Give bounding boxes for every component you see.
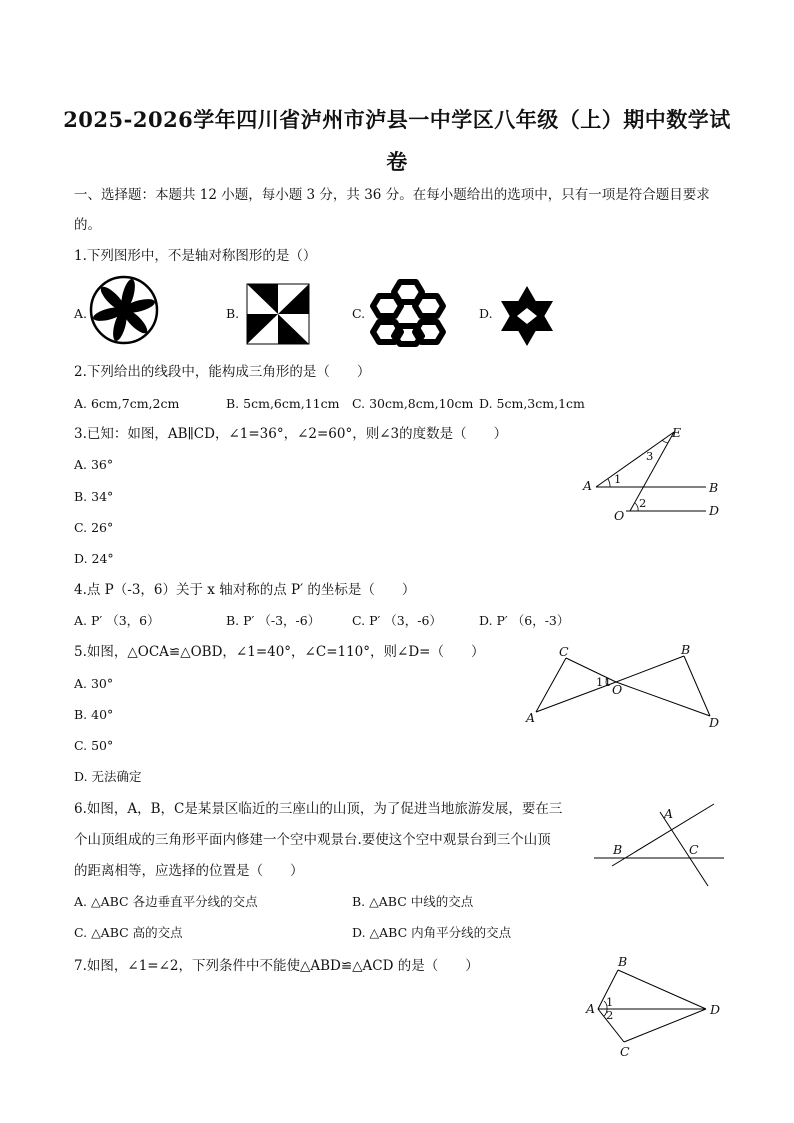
q6-option-a: A. △ABC 各边垂直平分线的交点	[74, 894, 258, 909]
q5-label-o: O	[612, 682, 623, 697]
q6-stem-line1: 6.如图，A，B，C是某景区临近的三座山的山顶，为了促进当地旅游发展，要在三	[74, 801, 563, 817]
q1-option-a-label: A.	[74, 306, 88, 321]
six-petal-flower-icon	[88, 274, 160, 346]
q5-stem: 5.如图，△OCA≌△OBD，∠1=40°，∠C=110°，则∠D=（ ）	[74, 644, 485, 660]
q3-option-a: A. 36°	[74, 457, 114, 472]
q3-label-3: 3	[646, 449, 654, 463]
q6-label-c: C	[689, 842, 699, 857]
q5-option-d: D. 无法确定	[74, 769, 142, 784]
q1-option-d-label: D.	[479, 306, 493, 321]
q3-label-b: B	[709, 480, 719, 495]
q3-label-2: 2	[639, 496, 647, 510]
section-header-line2: 的。	[74, 217, 101, 233]
q7-label-a: A	[586, 1001, 596, 1016]
q6-three-lines-figure	[590, 798, 730, 890]
q7-stem: 7.如图，∠1=∠2，下列条件中不能使△ABD≌△ACD 的是（ ）	[74, 958, 479, 974]
q5-option-b: B. 40°	[74, 707, 114, 722]
q2-stem: 2.下列给出的线段中，能构成三角形的是（ ）	[74, 364, 371, 380]
page-title-line2: 卷	[386, 149, 408, 174]
q4-stem: 4.点 P（-3，6）关于 x 轴对称的点 P′ 的坐标是（ ）	[74, 582, 416, 598]
section-header-line1: 一、选择题：本题共 12 小题，每小题 3 分，共 36 分。在每小题给出的选项中，只有一项是符合题目要求	[74, 187, 710, 203]
q5-label-1b: 1	[604, 675, 612, 689]
q1-option-c-label: C.	[352, 306, 366, 321]
q4-option-a: A. P′ （3，6）	[74, 613, 160, 628]
q4-option-c: C. P′ （3，-6）	[352, 613, 442, 628]
q6-label-a: A	[664, 806, 674, 821]
q2-option-d: D. 5cm,3cm,1cm	[479, 396, 585, 411]
q6-label-b: B	[613, 842, 623, 857]
q3-option-c: C. 26°	[74, 520, 114, 535]
q3-option-d: D. 24°	[74, 551, 114, 566]
q1-option-b-label: B.	[226, 306, 240, 321]
hexagon-ring-icon	[367, 278, 449, 348]
q6-stem-line2: 个山顶组成的三角形平面内修建一个空中观景台.要使这个空中观景台到三个山顶	[74, 832, 551, 848]
q6-option-d: D. △ABC 内角平分线的交点	[352, 925, 512, 940]
q7-label-2: 2	[606, 1008, 614, 1022]
q5-label-b: B	[681, 642, 691, 657]
pinwheel-icon	[245, 282, 311, 346]
q3-stem: 3.已知：如图，AB∥CD，∠1=36°，∠2=60°，则∠3的度数是（ ）	[74, 426, 508, 442]
q4-option-b: B. P′ （-3，-6）	[226, 613, 321, 628]
q2-option-b: B. 5cm,6cm,11cm	[226, 396, 340, 411]
q5-label-d: D	[709, 715, 720, 730]
q7-label-c: C	[620, 1044, 630, 1059]
q6-option-c: C. △ABC 高的交点	[74, 925, 183, 940]
q3-label-o: O	[614, 508, 625, 523]
q3-label-e: E	[672, 425, 682, 440]
q3-label-1: 1	[614, 472, 622, 486]
q5-option-a: A. 30°	[74, 676, 114, 691]
q5-congruent-triangles-figure	[522, 640, 732, 734]
q4-option-d: D. P′ （6，-3）	[479, 613, 570, 628]
q7-label-d: D	[710, 1002, 721, 1017]
q2-option-c: C. 30cm,8cm,10cm	[352, 396, 474, 411]
q5-label-a: A	[526, 710, 536, 725]
q1-stem: 1.下列图形中，不是轴对称图形的是（）	[74, 248, 317, 264]
q3-label-a: A	[583, 478, 593, 493]
q3-parallel-lines-figure	[578, 422, 738, 530]
q3-option-b: B. 34°	[74, 489, 114, 504]
q2-option-a: A. 6cm,7cm,2cm	[74, 396, 180, 411]
page-title-line1: 2025-2026学年四川省泸州市泸县一中学区八年级（上）期中数学试	[63, 107, 731, 132]
q3-label-d: D	[709, 503, 720, 518]
q6-stem-line3: 的距离相等，应选择的位置是（ ）	[74, 863, 304, 879]
six-pointed-star-icon	[496, 284, 558, 348]
q7-kite-figure	[582, 952, 732, 1064]
q5-label-1a: 1	[596, 675, 604, 689]
q5-option-c: C. 50°	[74, 738, 114, 753]
q7-label-1: 1	[606, 995, 614, 1009]
q5-label-c: C	[559, 644, 569, 659]
q6-option-b: B. △ABC 中线的交点	[352, 894, 474, 909]
q7-label-b: B	[618, 954, 628, 969]
